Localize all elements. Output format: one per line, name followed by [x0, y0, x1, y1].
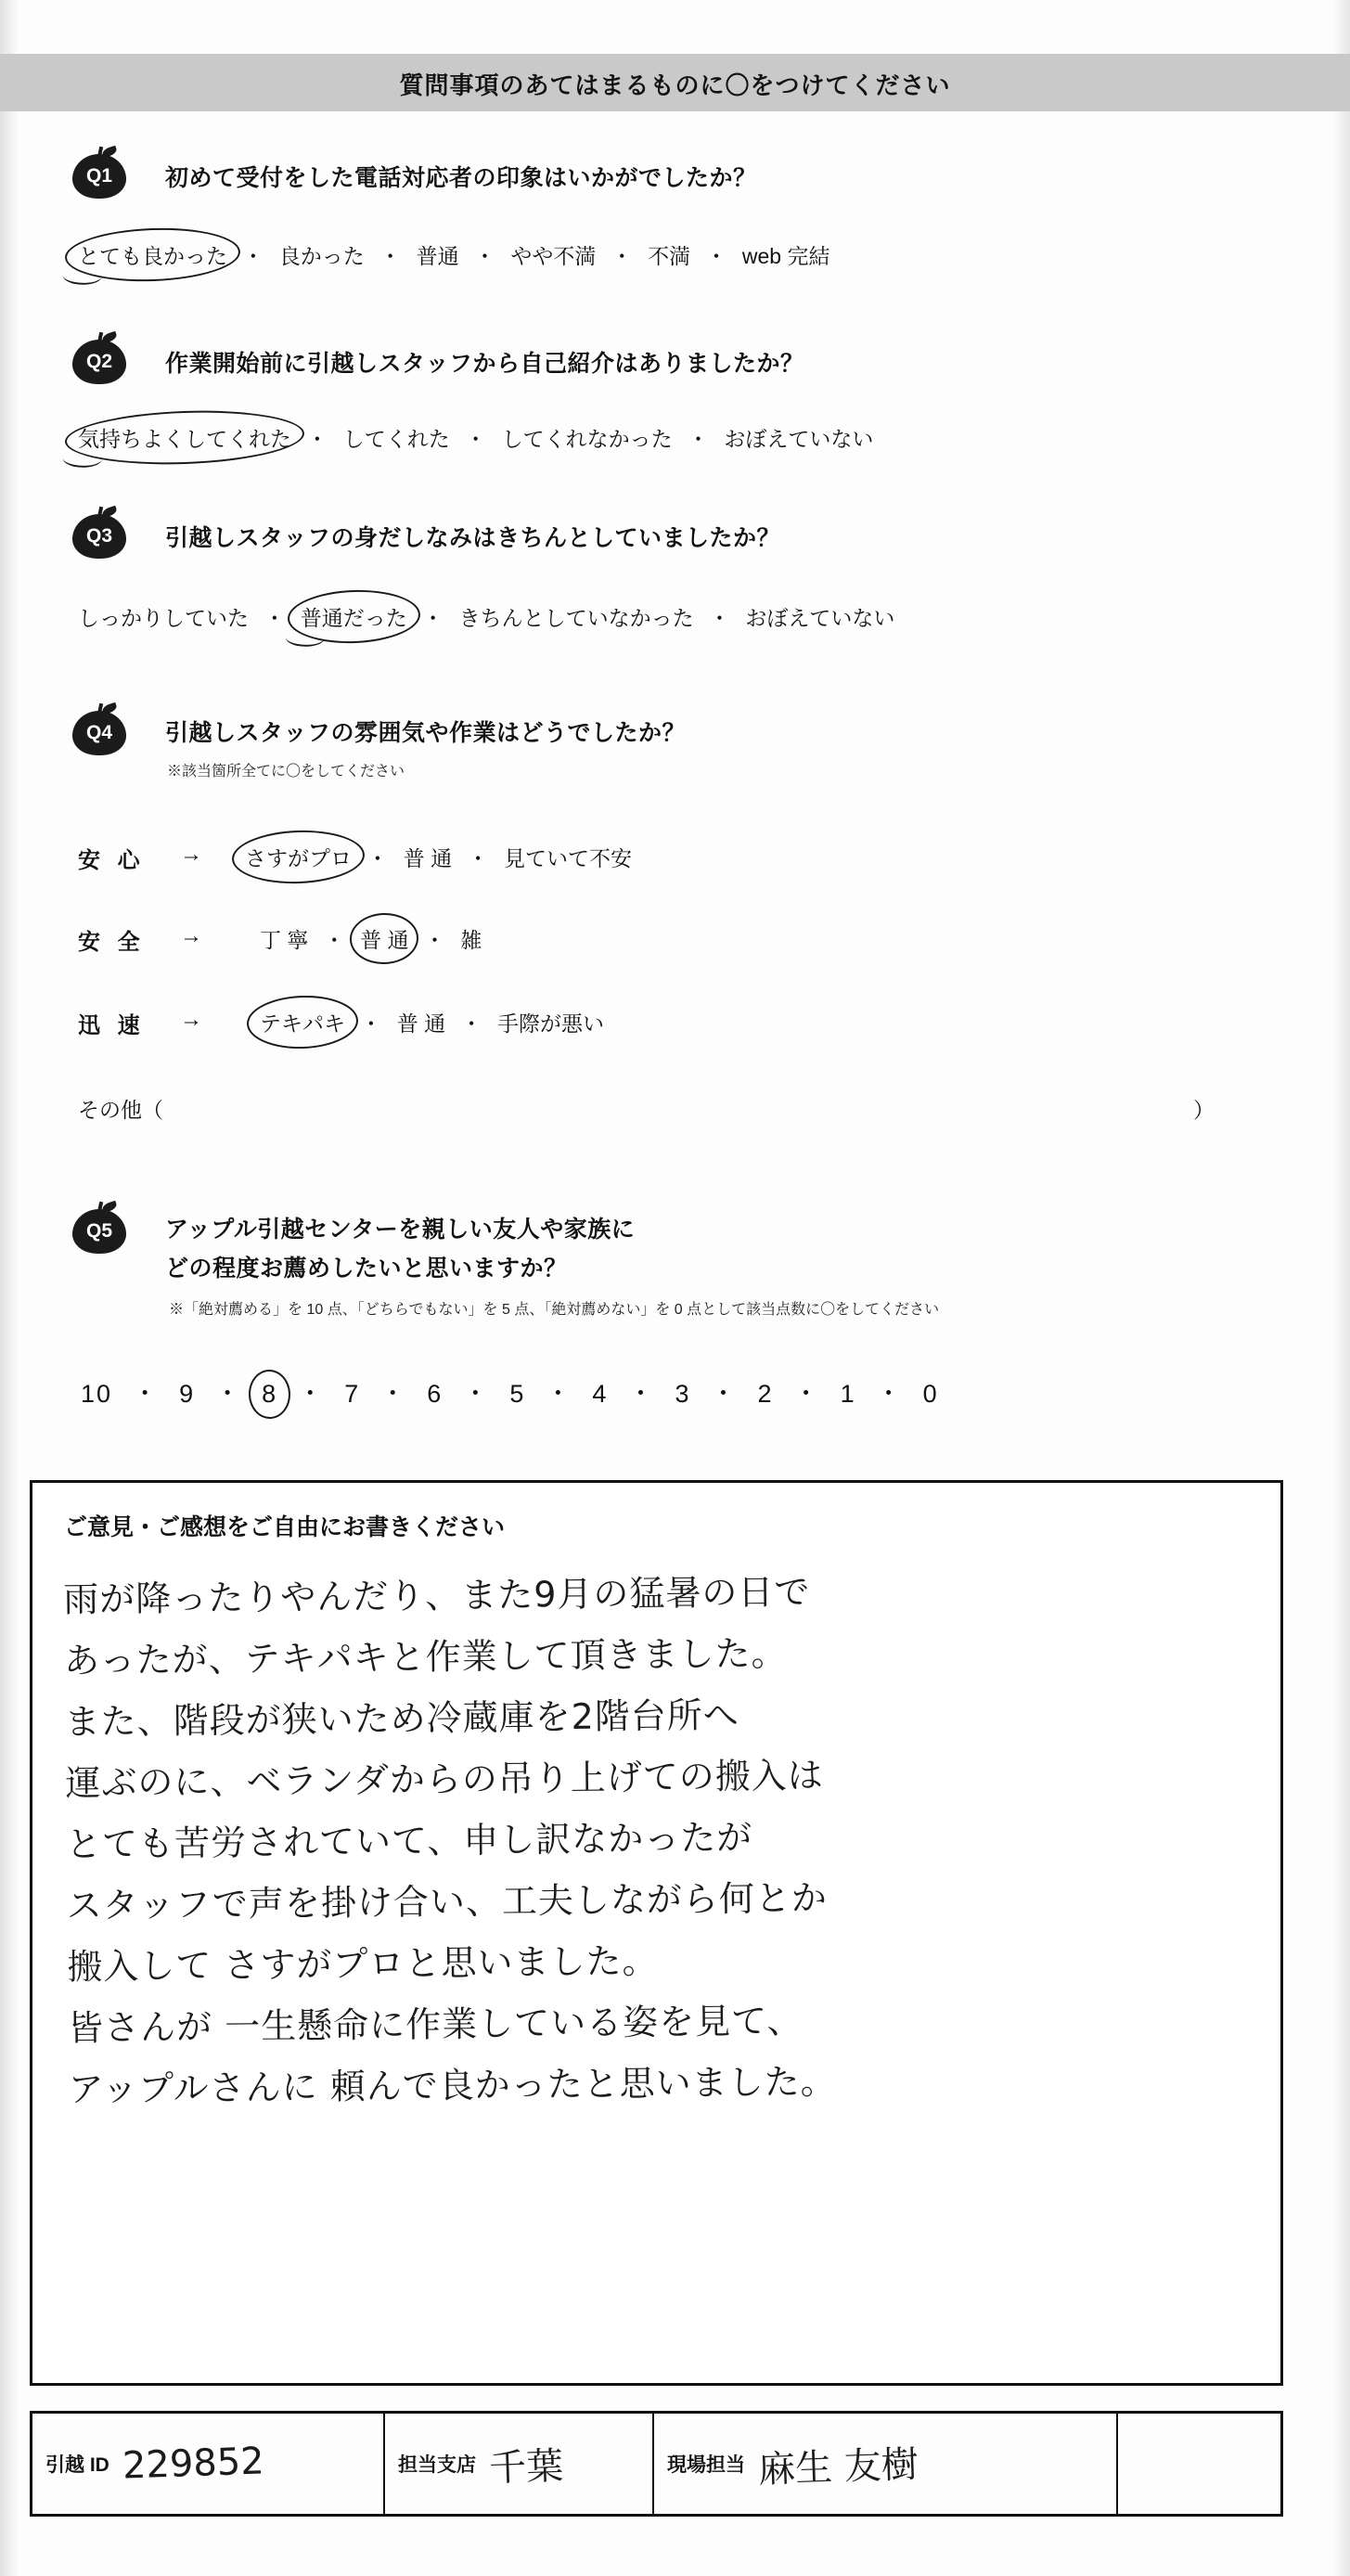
subrow-label-anzen: 安 全 [78, 930, 146, 955]
question-title-line1: アップル引越センターを親しい友人や家族に [165, 1217, 636, 1243]
footer-cell-blank [1118, 2414, 1275, 2514]
option-separator: ・ [705, 244, 727, 268]
option-choice[interactable]: web 完結 [741, 244, 830, 268]
nps-option[interactable]: 5 [509, 1380, 526, 1408]
question-options-row [78, 601, 894, 632]
nps-option[interactable]: 7 [344, 1380, 361, 1408]
question-note: ※「絶対薦める」を 10 点、「どちらでもない」を 5 点、「絶対薦めない」を 0 点として該当点数に〇をしてください [169, 1302, 940, 1318]
option-separator: ・ [711, 1380, 738, 1408]
option-separator: ・ [423, 928, 445, 952]
question-number-label: Q4 [85, 722, 112, 743]
option-choice[interactable]: してくれなかった [501, 427, 673, 451]
header-band [0, 54, 1350, 111]
option-choice[interactable]: 良かった [278, 244, 365, 268]
comment-box [30, 1480, 1283, 2386]
comment-line: あったが、テキパキと作業して頂きました。 [63, 1632, 788, 1681]
option-separator: ・ [323, 928, 345, 952]
option-choice[interactable]: 丁 寧 [260, 928, 309, 952]
subrow-label-jinsoku: 迅 速 [78, 1013, 146, 1038]
comment-line: アップルさんに 頼んで良かったと思いました。 [68, 2061, 837, 2110]
question-title: 初めて受付をした電話対応者の印象はいかがでしたか？ [165, 165, 757, 191]
nps-option[interactable]: 2 [757, 1380, 774, 1408]
apple-badge-icon [72, 703, 130, 755]
comment-line: とても苦労されていて、申し訳なかったが [65, 1816, 753, 1865]
question-title: 作業開始前に引越しスタッフから自己紹介はありましたか？ [165, 351, 804, 377]
footer-value: 麻生 友樹 [757, 2442, 919, 2492]
option-choice[interactable]: 普通だった [301, 601, 407, 632]
option-choice[interactable]: 手際が悪い [496, 1011, 604, 1036]
option-choice[interactable]: おぼえていない [745, 606, 895, 630]
nps-option[interactable]: 1 [840, 1380, 856, 1408]
footer-label: 現場担当 [667, 2454, 745, 2476]
option-choice[interactable]: きちんとしていなかった [458, 606, 694, 630]
option-separator: ・ [264, 606, 286, 630]
footer-cell-branch [385, 2414, 654, 2514]
footer-cell-staff [654, 2414, 1118, 2514]
question-note: ※該当箇所全てに〇をしてください [167, 764, 405, 779]
subrow-options-jinsoku [260, 1007, 604, 1037]
comment-line: スタッフで声を掛け合い、工夫しながら何とか [66, 1877, 829, 1926]
option-separator: ・ [465, 427, 487, 451]
option-separator: ・ [687, 427, 709, 451]
subrow-arrow-icon: → [180, 923, 202, 948]
nps-option[interactable]: 0 [922, 1380, 939, 1408]
apple-badge-icon [72, 1202, 130, 1254]
option-choice[interactable]: してくれた [342, 427, 450, 451]
option-separator: ・ [132, 1380, 160, 1408]
question-number-label: Q1 [85, 165, 112, 187]
option-choice[interactable]: 普 通 [360, 923, 408, 954]
option-separator: ・ [473, 244, 495, 268]
nps-option[interactable]: 4 [592, 1380, 609, 1408]
option-separator: ・ [242, 244, 264, 268]
option-separator: ・ [379, 244, 402, 268]
subrow-options-anshin [245, 842, 632, 872]
apple-badge-icon [72, 147, 130, 199]
option-separator: ・ [214, 1380, 242, 1408]
question-title-line2: どの程度お薦めしたいと思いますか？ [165, 1256, 568, 1282]
other-field-close: ） [1193, 1098, 1215, 1122]
comment-line: 運ぶのに、ベランダからの吊り上げての搬入は [65, 1755, 825, 1804]
option-separator: ・ [366, 846, 389, 870]
option-separator: ・ [462, 1380, 490, 1408]
option-separator: ・ [460, 1011, 482, 1036]
option-choice[interactable]: 不満 [648, 244, 691, 268]
option-separator: ・ [306, 427, 328, 451]
question-number-label: Q3 [85, 525, 112, 547]
question-options-row [78, 239, 830, 270]
option-separator: ・ [611, 244, 633, 268]
option-separator: ・ [379, 1380, 407, 1408]
option-choice[interactable]: とても良かった [78, 239, 227, 270]
page-edge-left [0, 0, 20, 2576]
nps-option[interactable]: 3 [675, 1380, 691, 1408]
option-choice[interactable]: やや不満 [510, 244, 597, 268]
footer-label: 引越 ID [45, 2454, 109, 2476]
option-choice[interactable]: 気持ちよくしてくれた [78, 422, 291, 453]
question-title: 引越しスタッフの身だしなみはきちんとしていましたか？ [165, 525, 781, 551]
footer-table [30, 2411, 1283, 2517]
option-choice[interactable]: テキパキ [260, 1007, 345, 1037]
option-separator: ・ [793, 1380, 821, 1408]
option-separator: ・ [627, 1380, 655, 1408]
apple-badge-icon [72, 332, 130, 384]
option-separator: ・ [422, 606, 444, 630]
option-separator: ・ [360, 1011, 382, 1036]
comment-line: 皆さんが 一生懸命に作業している姿を見て、 [67, 2000, 804, 2049]
nps-option[interactable]: 10 [81, 1380, 113, 1408]
comment-line: 搬入して さすがプロと思いました。 [67, 1940, 659, 1988]
option-separator: ・ [708, 606, 730, 630]
subrow-options-anzen [260, 923, 482, 954]
handwritten-comment [63, 1556, 1256, 2119]
option-choice[interactable]: 普 通 [396, 1011, 446, 1036]
page-edge-right [1331, 0, 1350, 2576]
footer-value: 千葉 [488, 2444, 564, 2490]
nps-option[interactable]: 6 [427, 1380, 444, 1408]
question-options-row [78, 422, 873, 453]
nps-scale-row [78, 1373, 942, 1410]
option-choice[interactable]: 見ていて不安 [503, 846, 632, 870]
other-field-label: その他（ [78, 1098, 163, 1122]
option-choice[interactable]: しっかりしていた [78, 606, 249, 630]
comment-box-title: ご意見・ご感想をご自由にお書きください [64, 1514, 506, 1540]
nps-option[interactable]: 8 [259, 1380, 280, 1409]
option-choice[interactable]: 普通 [416, 244, 459, 268]
option-choice[interactable]: 雑 [460, 928, 482, 952]
footer-cell-move-id [32, 2414, 385, 2514]
option-separator: ・ [545, 1380, 572, 1408]
subrow-arrow-icon: → [180, 1007, 202, 1032]
comment-line: また、階段が狭いため冷蔵庫を2階台所へ [64, 1694, 740, 1743]
option-choice[interactable]: おぼえていない [724, 427, 874, 451]
subrow-label-anshin: 安 心 [78, 848, 146, 873]
option-choice[interactable]: 普 通 [403, 846, 453, 870]
option-separator: ・ [467, 846, 489, 870]
question-title: 引越しスタッフの雰囲気や作業はどうでしたか？ [165, 720, 687, 746]
question-number-label: Q2 [85, 351, 112, 372]
header-title: 質問事項のあてはまるものに〇をつけてください [399, 71, 951, 99]
option-separator: ・ [297, 1380, 325, 1408]
question-number-label: Q5 [85, 1220, 112, 1242]
option-choice[interactable]: さすがプロ [245, 842, 352, 872]
footer-label: 担当支店 [398, 2454, 476, 2476]
nps-option[interactable]: 9 [179, 1380, 196, 1408]
subrow-arrow-icon: → [180, 842, 202, 867]
option-separator: ・ [876, 1380, 904, 1408]
comment-line: 雨が降ったりやんだり、また9月の猛暑の日で [63, 1571, 811, 1620]
footer-value: 229852 [122, 2440, 265, 2488]
apple-badge-icon [72, 507, 130, 559]
